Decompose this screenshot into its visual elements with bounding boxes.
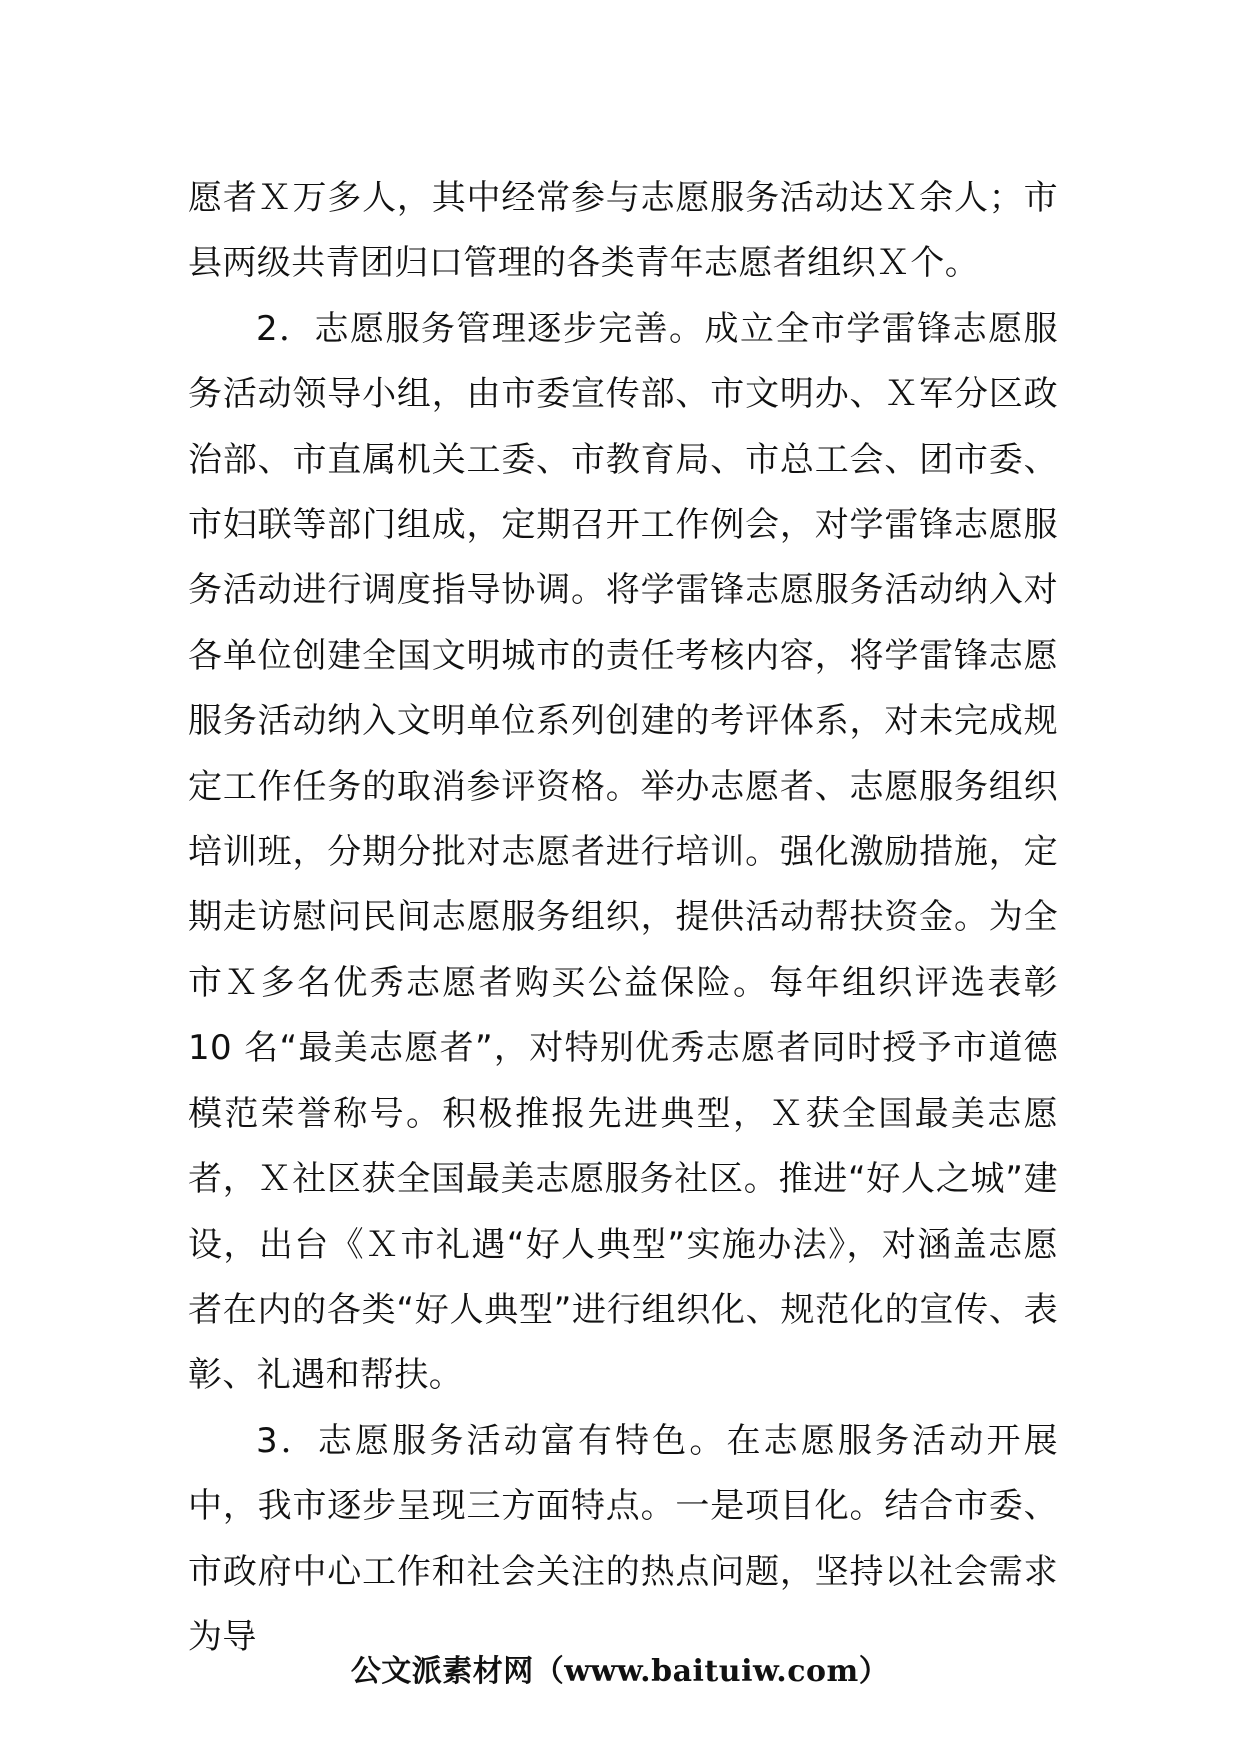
document-body [188,166,1058,1670]
paragraph-1: 愿者Ｘ万多人，其中经常参与志愿服务活动达Ｘ余人；市县两级共青团归口管理的各类青年志愿者组织Ｘ个。 [188,178,1058,284]
paragraph-2: 2．志愿服务管理逐步完善。成立全市学雷锋志愿服务活动领导小组，由市委宣传部、市文明办、Ｘ军分区政治部、市直属机关工委、市教育局、市总工会、团市委、市妇联等部门组成，定期召开工作例会，对学雷锋志愿服务活动进行调度指导协调。将学雷锋志愿服务活动纳入对各单位创建全国文明城市的责任考核内容，将学雷锋志愿服务活动纳入文明单位系列创建的考评体系，对未完成规定工作任务的取消参评资格。举办志愿者、志愿服务组织培训班，分期分批对志愿者进行培训。强化激励措施，定期走访慰问民间志愿服务组织，提供活动帮扶资金。为全市Ｘ多名优秀志愿者购买公益保险。每年组织评选表彰 10 名“最美志愿者”，对特别优秀志愿者同时授予市道德模范荣誉称号。积极推报先进典型，Ｘ获全国最美志愿者，Ｘ社区获全国最美志愿服务社区。推进“好人之城”建设，出台《Ｘ市礼遇“好人典型”实施办法》，对涵盖志愿者在内的各类“好人典型”进行组织化、规范化的宣传、表彰、礼遇和帮扶。 [188,308,1058,1396]
footer-watermark: 公文派素材网（www.baituiw.com） [350,1654,890,1689]
paragraph-3: 3．志愿服务活动富有特色。在志愿服务活动开展中，我市逐步呈现三方面特点。一是项目化。结合市委、市政府中心工作和社会关注的热点问题，坚持以社会需求为导 [188,1420,1058,1657]
